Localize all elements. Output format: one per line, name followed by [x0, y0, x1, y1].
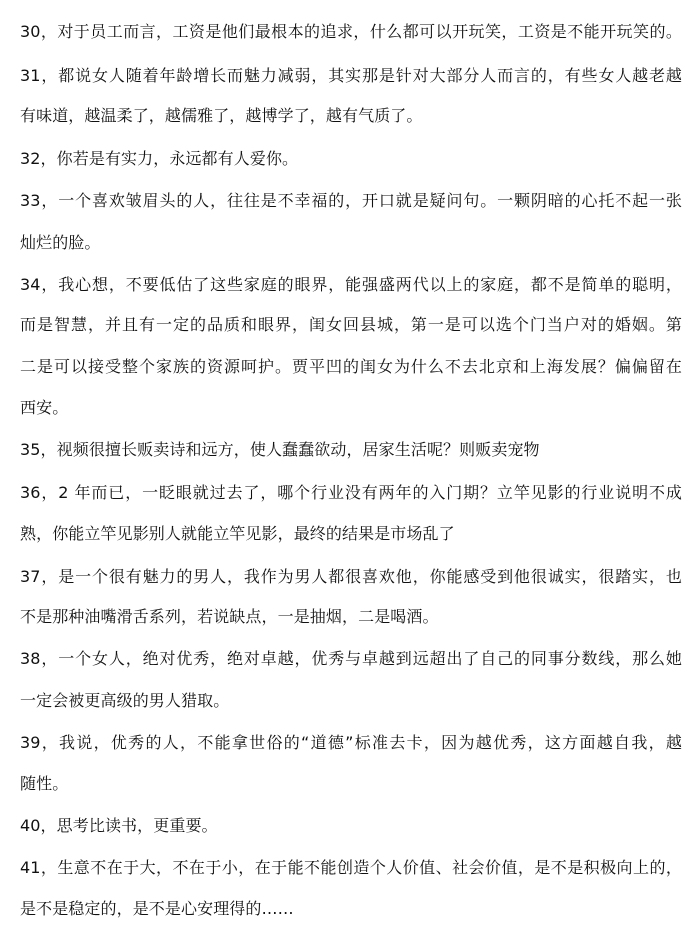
paragraph-36-line-2: 熟，你能立竿见影别人就能立竿见影，最终的结果是市场乱了: [20, 524, 455, 543]
paragraph-34-line-4: 西安。: [20, 398, 69, 417]
paragraph-30-line-1: 30，对于员工而言，工资是他们最根本的追求，什么都可以开玩笑，工资是不能开玩笑的。: [20, 22, 682, 41]
paragraph-37-line-1: 37，是一个很有魅力的男人，我作为男人都很喜欢他，你能感受到他很诚实，很踏实，也: [20, 567, 682, 586]
paragraph-36-line-1: 36，2 年而已，一眨眼就过去了，哪个行业没有两年的入门期？立竿见影的行业说明不成: [20, 483, 682, 502]
paragraph-41-line-1: 41，生意不在于大，不在于小，在于能不能创造个人价值、社会价值，是不是积极向上的，: [20, 858, 682, 877]
paragraph-39-line-1: 39，我说，优秀的人，不能拿世俗的“道德”标准去卡，因为越优秀，这方面越自我，越: [20, 733, 682, 752]
paragraph-38-line-2: 一定会被更高级的男人猎取。: [20, 691, 230, 710]
paragraph-32-line-1: 32，你若是有实力，永远都有人爱你。: [20, 149, 299, 168]
paragraph-39-line-2: 随性。: [20, 774, 69, 793]
paragraph-34-line-2: 而是智慧，并且有一定的品质和眼界，闺女回县城，第一是可以选个门当户对的婚姻。第: [20, 315, 682, 334]
paragraph-31-line-2: 有味道，越温柔了，越儒雅了，越博学了，越有气质了。: [20, 106, 423, 125]
paragraph-33-line-2: 灿烂的脸。: [20, 233, 101, 252]
paragraph-41-line-2: 是不是稳定的，是不是心安理得的……: [20, 899, 294, 918]
paragraph-40-line-1: 40，思考比读书，更重要。: [20, 816, 218, 835]
paragraph-38-line-1: 38，一个女人，绝对优秀，绝对卓越，优秀与卓越到远超出了自己的同事分数线，那么她: [20, 649, 682, 668]
paragraph-34-line-3: 二是可以接受整个家族的资源呵护。贾平凹的闺女为什么不去北京和上海发展？偏偏留在: [20, 357, 682, 376]
paragraph-33-line-1: 33，一个喜欢皱眉头的人，往往是不幸福的，开口就是疑问句。一颗阴暗的心托不起一张: [20, 191, 682, 210]
paragraph-31-line-1: 31，都说女人随着年龄增长而魅力减弱，其实那是针对大部分人而言的，有些女人越老越: [20, 66, 682, 85]
paragraph-34-line-1: 34，我心想，不要低估了这些家庭的眼界，能强盛两代以上的家庭，都不是简单的聪明，: [20, 275, 682, 294]
paragraph-37-line-2: 不是那种油嘴滑舌系列，若说缺点，一是抽烟，二是喝酒。: [20, 607, 439, 626]
paragraph-35-line-1: 35，视频很擅长贩卖诗和远方，使人蠢蠢欲动，居家生活呢？则贩卖宠物: [20, 440, 540, 459]
